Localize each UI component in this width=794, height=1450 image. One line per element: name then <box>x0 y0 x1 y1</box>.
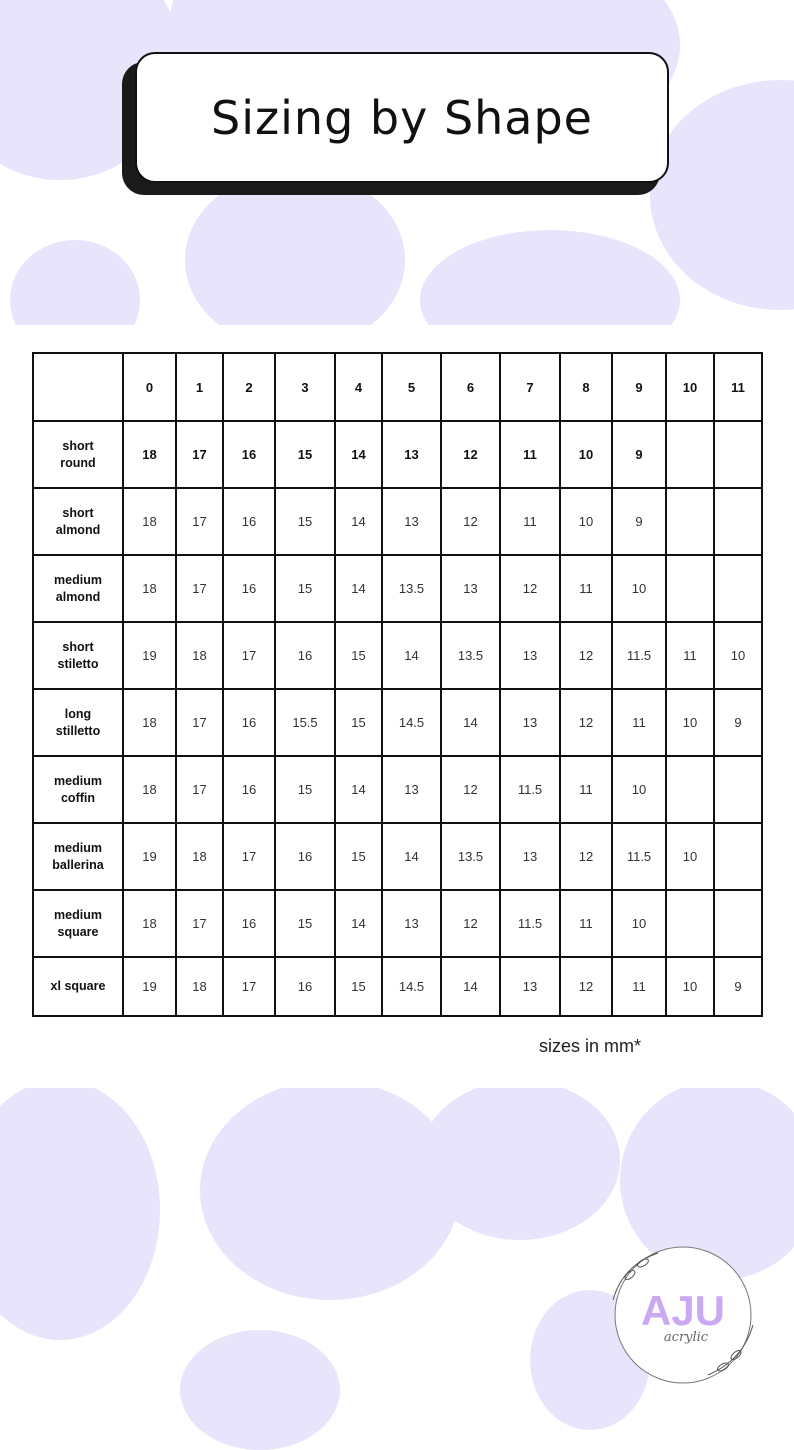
size-value-cell: 13 <box>500 823 560 890</box>
size-value-cell: 10 <box>612 756 666 823</box>
shape-label-cell <box>33 890 123 957</box>
size-value-cell: 17 <box>176 756 223 823</box>
size-value-cell: 11 <box>500 488 560 555</box>
shape-label-line: short <box>62 639 94 654</box>
table-header-row <box>33 353 762 421</box>
shape-label-line: medium <box>54 572 102 587</box>
size-value-cell: 10 <box>666 689 714 756</box>
size-value-cell: 18 <box>176 823 223 890</box>
size-header-cell: 10 <box>666 353 714 421</box>
size-value-cell: 17 <box>176 689 223 756</box>
size-value-cell: 9 <box>714 689 762 756</box>
size-header-cell: 2 <box>223 353 275 421</box>
size-value-cell: 14 <box>382 622 441 689</box>
size-value-cell: 11 <box>560 555 612 622</box>
page-title: Sizing by Shape <box>211 90 593 145</box>
size-header-cell: 3 <box>275 353 335 421</box>
size-value-cell: 14 <box>335 555 382 622</box>
size-value-cell: 16 <box>223 421 275 488</box>
size-value-cell: 11 <box>500 421 560 488</box>
size-value-cell: 16 <box>223 555 275 622</box>
size-header-cell: 6 <box>441 353 500 421</box>
size-value-cell <box>714 823 762 890</box>
shape-label-cell <box>33 622 123 689</box>
shape-label-line: round <box>60 455 96 470</box>
size-value-cell: 10 <box>666 823 714 890</box>
size-value-cell: 9 <box>612 488 666 555</box>
size-value-cell <box>666 421 714 488</box>
size-value-cell: 15 <box>335 823 382 890</box>
shape-label-line: almond <box>55 589 101 604</box>
shape-label-line: coffin <box>60 790 96 805</box>
size-value-cell: 10 <box>612 555 666 622</box>
size-value-cell: 16 <box>223 689 275 756</box>
table-row <box>33 890 762 957</box>
shape-label-line: medium <box>54 840 102 855</box>
size-value-cell: 13 <box>500 957 560 1016</box>
table-row <box>33 823 762 890</box>
size-value-cell: 12 <box>560 689 612 756</box>
size-value-cell: 15 <box>335 689 382 756</box>
table-row <box>33 756 762 823</box>
size-value-cell: 14 <box>382 823 441 890</box>
size-value-cell: 11.5 <box>612 823 666 890</box>
size-value-cell: 18 <box>123 555 176 622</box>
size-value-cell: 18 <box>123 756 176 823</box>
size-header-cell: 1 <box>176 353 223 421</box>
size-value-cell: 12 <box>441 421 500 488</box>
size-value-cell: 15 <box>275 555 335 622</box>
size-header-cell: 11 <box>714 353 762 421</box>
size-value-cell: 15 <box>275 488 335 555</box>
size-value-cell: 16 <box>223 756 275 823</box>
size-value-cell <box>714 488 762 555</box>
shape-label-line: xl square <box>50 979 106 993</box>
size-value-cell: 13.5 <box>441 622 500 689</box>
shape-label-cell <box>33 689 123 756</box>
units-note: sizes in mm* <box>539 1036 642 1056</box>
sizing-table <box>32 352 763 1017</box>
shape-label-line: stiletto <box>57 656 99 671</box>
size-value-cell: 13.5 <box>441 823 500 890</box>
size-header-cell: 4 <box>335 353 382 421</box>
size-value-cell: 11 <box>612 689 666 756</box>
size-value-cell: 13 <box>382 488 441 555</box>
size-value-cell <box>666 756 714 823</box>
size-value-cell: 11 <box>560 756 612 823</box>
size-value-cell: 17 <box>223 823 275 890</box>
size-value-cell: 9 <box>714 957 762 1016</box>
size-value-cell: 19 <box>123 823 176 890</box>
logo-sub-text: acrylic <box>663 1330 709 1345</box>
shape-label-line: almond <box>55 522 101 537</box>
size-value-cell <box>714 890 762 957</box>
table-row <box>33 555 762 622</box>
shape-label-line: long <box>64 706 92 721</box>
size-header-cell: 5 <box>382 353 441 421</box>
shape-label-line: short <box>62 505 94 520</box>
shape-label-cell <box>33 421 123 488</box>
size-value-cell: 13.5 <box>382 555 441 622</box>
size-value-cell: 15.5 <box>275 689 335 756</box>
size-value-cell: 11.5 <box>500 890 560 957</box>
size-value-cell: 12 <box>560 622 612 689</box>
size-value-cell: 17 <box>176 555 223 622</box>
size-value-cell: 18 <box>123 890 176 957</box>
table-row <box>33 957 762 1016</box>
shape-label-cell <box>33 488 123 555</box>
wreath-icon <box>608 1245 758 1385</box>
size-value-cell: 14 <box>335 421 382 488</box>
size-value-cell <box>666 555 714 622</box>
size-value-cell: 10 <box>714 622 762 689</box>
size-header-cell: 8 <box>560 353 612 421</box>
shape-label-line: short <box>62 438 94 453</box>
size-value-cell: 11 <box>612 957 666 1016</box>
size-value-cell: 11 <box>666 622 714 689</box>
size-value-cell: 16 <box>275 957 335 1016</box>
size-value-cell: 15 <box>275 890 335 957</box>
size-value-cell: 13 <box>500 622 560 689</box>
size-value-cell: 18 <box>123 488 176 555</box>
size-value-cell: 14 <box>441 957 500 1016</box>
size-value-cell: 9 <box>612 421 666 488</box>
size-value-cell: 14 <box>335 488 382 555</box>
size-value-cell: 17 <box>176 421 223 488</box>
table-row <box>33 689 762 756</box>
size-value-cell <box>666 890 714 957</box>
size-value-cell: 18 <box>176 957 223 1016</box>
shape-label-cell <box>33 555 123 622</box>
size-value-cell: 13 <box>500 689 560 756</box>
size-value-cell: 18 <box>123 421 176 488</box>
brand-logo <box>608 1245 758 1385</box>
size-value-cell: 13 <box>382 756 441 823</box>
size-value-cell: 10 <box>560 421 612 488</box>
size-value-cell: 15 <box>275 421 335 488</box>
size-header-cell: 9 <box>612 353 666 421</box>
size-value-cell: 13 <box>441 555 500 622</box>
size-value-cell: 14.5 <box>382 957 441 1016</box>
table-row <box>33 421 762 488</box>
size-value-cell: 14 <box>335 890 382 957</box>
shape-label-line: medium <box>54 773 102 788</box>
size-value-cell: 12 <box>560 823 612 890</box>
size-value-cell: 18 <box>176 622 223 689</box>
size-value-cell: 14 <box>441 689 500 756</box>
size-value-cell: 16 <box>275 622 335 689</box>
shape-label-cell <box>33 957 123 1016</box>
size-value-cell: 16 <box>275 823 335 890</box>
size-value-cell <box>714 555 762 622</box>
logo-main-text: AJU <box>640 1287 726 1334</box>
size-value-cell: 17 <box>223 957 275 1016</box>
size-value-cell: 12 <box>560 957 612 1016</box>
size-value-cell: 11.5 <box>612 622 666 689</box>
size-value-cell: 10 <box>560 488 612 555</box>
table-row <box>33 488 762 555</box>
size-value-cell: 15 <box>335 622 382 689</box>
size-value-cell: 17 <box>176 488 223 555</box>
shape-label-line: stilletto <box>55 723 101 738</box>
size-value-cell <box>714 421 762 488</box>
shape-label-line: ballerina <box>52 857 104 872</box>
size-value-cell: 13 <box>382 890 441 957</box>
size-header-cell: 0 <box>123 353 176 421</box>
size-value-cell: 12 <box>500 555 560 622</box>
size-value-cell: 10 <box>612 890 666 957</box>
header-corner-cell <box>33 353 123 421</box>
size-value-cell: 12 <box>441 756 500 823</box>
table-row <box>33 622 762 689</box>
size-value-cell: 10 <box>666 957 714 1016</box>
size-value-cell <box>666 488 714 555</box>
size-value-cell: 12 <box>441 488 500 555</box>
size-value-cell: 11 <box>560 890 612 957</box>
shape-label-cell <box>33 756 123 823</box>
shape-label-line: medium <box>54 907 102 922</box>
title-box <box>135 52 669 183</box>
size-value-cell: 13 <box>382 421 441 488</box>
shape-label-cell <box>33 823 123 890</box>
size-value-cell: 17 <box>176 890 223 957</box>
size-value-cell: 15 <box>275 756 335 823</box>
size-value-cell: 12 <box>441 890 500 957</box>
size-value-cell: 11.5 <box>500 756 560 823</box>
size-value-cell: 16 <box>223 890 275 957</box>
size-value-cell: 15 <box>335 957 382 1016</box>
shape-label-line: square <box>57 924 99 939</box>
size-value-cell: 19 <box>123 957 176 1016</box>
size-value-cell: 18 <box>123 689 176 756</box>
size-value-cell: 14 <box>335 756 382 823</box>
size-value-cell <box>714 756 762 823</box>
size-value-cell: 16 <box>223 488 275 555</box>
size-value-cell: 19 <box>123 622 176 689</box>
size-value-cell: 14.5 <box>382 689 441 756</box>
size-header-cell: 7 <box>500 353 560 421</box>
size-value-cell: 17 <box>223 622 275 689</box>
